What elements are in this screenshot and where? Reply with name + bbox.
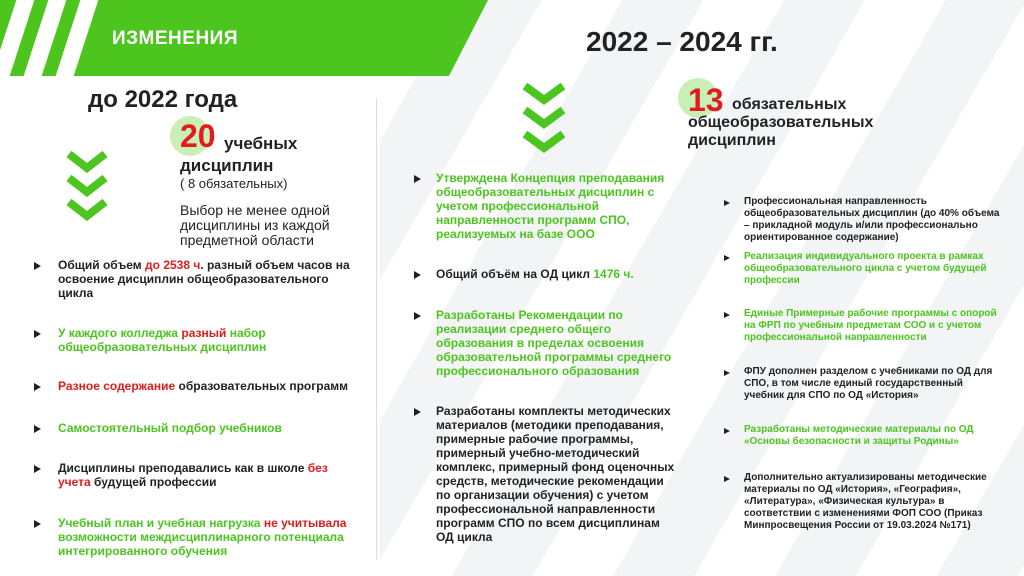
left-item: Самостоятельный подбор учебников [58, 421, 282, 435]
bullet-icon [724, 476, 730, 482]
bullet-icon [34, 330, 41, 338]
right-item: ФПУ дополнен разделом с учебниками по ОД для СПО, в том числе единый государственный учебник для СПО по ОД «История» [744, 366, 993, 401]
left-item: У каждого колледжа разный набор общеобразовательных дисциплин [58, 326, 267, 354]
right-count-number: 13 [688, 82, 724, 118]
left-count-number: 20 [180, 118, 216, 154]
middle-item: Общий объём на ОД цикл 1476 ч. [436, 267, 634, 281]
chevron-down-icon [66, 150, 108, 226]
bullet-icon [414, 312, 421, 320]
bullet-icon [724, 255, 730, 261]
left-item: Общий объем до 2538 ч. разный объем часов на освоение дисциплин общеобразовательного цикла [58, 258, 350, 300]
left-count-note: ( 8 обязательных) [180, 176, 288, 191]
right-item: Единые Примерные рабочие программы с опорой на ФРП по учебным предметам СОО и с учетом профессиональной направленности [744, 308, 997, 343]
bullet-icon [414, 408, 421, 416]
bullet-icon [34, 520, 41, 528]
bullet-icon [724, 312, 730, 318]
left-choice-text: Выбор не менее одной дисциплины из каждой предметной области [180, 202, 330, 248]
right-item: Разработаны методические материалы по ОД «Основы безопасности и защиты Родины» [744, 424, 974, 447]
period-title: 2022 – 2024 гг. [586, 26, 778, 57]
bullet-icon [34, 425, 41, 433]
middle-item: Утверждена Концепция преподавания общеобразовательных дисциплин с учетом профессиональной направленности программ СПО, реализуемых на базе ООО [436, 171, 665, 241]
right-item: Профессиональная направленность общеобразовательных дисциплин (до 40% объема – прикладной модуль и/или профессионально ориентированное содержание) [744, 196, 1000, 243]
bullet-icon [414, 271, 421, 279]
middle-item: Разработаны комплекты методических материалов (методики преподавания, примерные рабочие программы, примерный учебно-методический комплекс, примерный фонд оценочных средств, методические рекомендации по организации обучения) с учетом профессиональной направленности программ СПО по всем дисциплинам ОД цикла [436, 404, 675, 544]
bullet-icon [34, 262, 41, 270]
right-item: Реализация индивидуального проекта в рамках общеобразовательного цикла с учетом будущей профессии [744, 251, 987, 286]
right-count-text: обязательных общеобразовательных дисциплин [688, 96, 874, 149]
left-subtitle: до 2022 года [88, 86, 238, 113]
bullet-icon [724, 428, 730, 434]
left-count-text: дисциплин [180, 156, 274, 175]
bullet-icon [34, 383, 41, 391]
column-divider [376, 98, 377, 560]
bullet-icon [414, 175, 421, 183]
bullet-icon [34, 465, 41, 473]
middle-item: Разработаны Рекомендации по реализации среднего общего образования в пределах освоения образовательной программы среднего профессионального образования [436, 308, 672, 378]
header-title: ИЗМЕНЕНИЯ [112, 28, 238, 49]
chevron-down-icon [522, 82, 566, 158]
left-item: Разное содержание образовательных программ [58, 379, 348, 393]
left-item: Дисциплины преподавались как в школе без учета будущей профессии [58, 461, 328, 489]
right-item: Дополнительно актуализированы методические материалы по ОД «История», «География», «Литература», «Физическая культура» в соответствии с изменениями ФОП СОО (Приказ Минпросвещения России от 19.03.2024 №171) [744, 472, 987, 531]
left-item: Учебный план и учебная нагрузка не учитывала возможности междисциплинарного потенциала интегрированного обучения [58, 516, 347, 558]
bullet-icon [724, 200, 730, 206]
bullet-icon [724, 370, 730, 376]
left-count-text: учебных [224, 134, 298, 153]
